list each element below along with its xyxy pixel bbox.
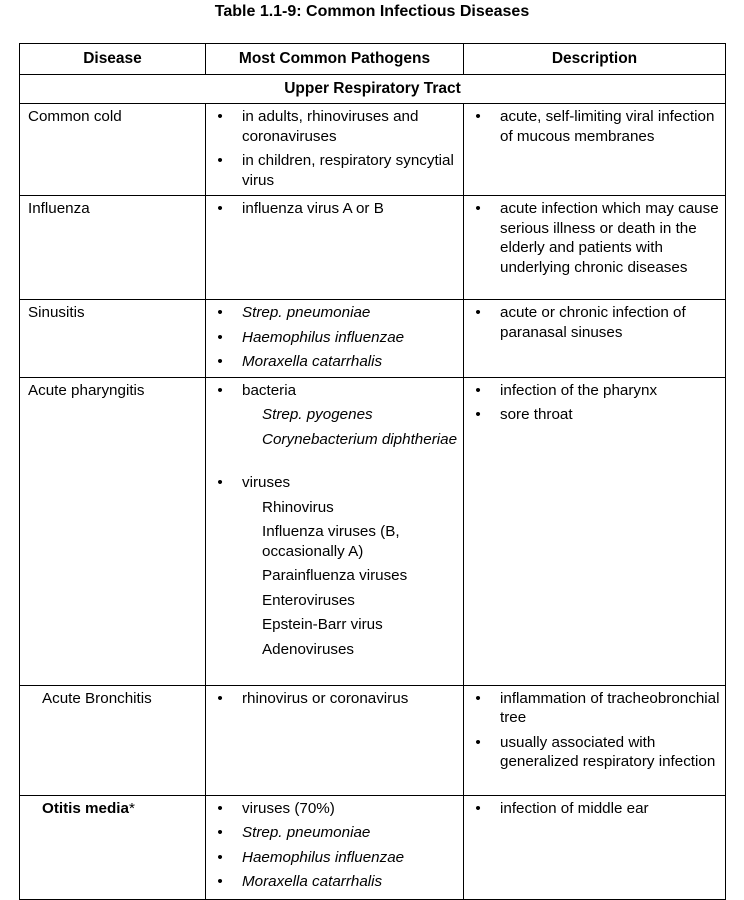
description-cell [464,795,726,899]
bullet-icon: • [217,152,223,169]
disease-cell: Influenza [20,196,206,300]
bullet-icon: • [475,689,481,707]
table-row [20,377,726,685]
bullet-icon: • [217,799,223,817]
disease-cell: Common cold [20,104,206,196]
bullet-icon: • [217,353,223,370]
bullet-icon: • [475,304,481,321]
table-row [20,795,726,899]
pathogen-subitem: Influenza viruses (B, occasionally A) [262,523,400,560]
bullet-icon: • [217,200,223,217]
pathogen-subitem: Parainfluenza viruses [262,567,408,584]
pathogen-subitem: Rhinovirus [262,498,334,516]
list-item: • acute or chronic infection of paranasal sinuses [464,303,725,342]
bullet-icon: • [217,381,223,399]
disease-cell: Acute pharyngitis [20,377,206,685]
bullet-icon: • [217,108,223,125]
header-description: Description [464,44,726,75]
description-cell [464,300,726,378]
list-item: • Haemophilus influenzae [206,328,463,348]
pathogens-cell [206,377,464,685]
pathogen-subitem: Enteroviruses [262,591,355,609]
list-item: • acute, self-limiting viral infection of mucous membranes [464,107,725,146]
list-item: • viruses (70%) [206,799,463,819]
header-pathogens: Most Common Pathogens [206,44,464,75]
pathogen-subitem: Strep. pyogenes [262,406,373,423]
description-cell [464,196,726,300]
header-row [20,44,726,75]
description-cell [464,104,726,196]
bullet-icon: • [475,406,481,423]
pathogen-subitem: Epstein-Barr virus [262,616,383,633]
list-item: • Strep. pneumoniae [206,823,463,843]
table-title: Table 1.1-9: Common Infectious Diseases [214,3,530,20]
pathogens-cell [206,300,464,378]
table-row [20,104,726,196]
pathogens-cell [206,795,464,899]
section-upper-respiratory: Upper Respiratory Tract [20,75,726,104]
list-item: • inflammation of tracheobronchial tree [464,689,725,728]
list-item: • usually associated with generalized respiratory infection [464,733,725,772]
pathogens-cell [206,104,464,196]
bullet-icon: • [217,848,223,866]
bullet-icon: • [217,474,223,491]
bullet-icon: • [475,381,481,399]
table-row [20,300,726,378]
bullet-icon: • [217,689,223,707]
list-item: • in adults, rhinoviruses and coronaviruses [206,107,463,146]
description-cell [464,377,726,685]
bullet-icon: • [475,799,481,817]
bullet-icon: • [217,304,223,321]
header-disease: Disease [20,44,206,75]
list-item: • infection of middle ear [464,799,725,819]
bullet-icon: • [475,108,481,125]
pathogen-subitem: Corynebacterium diphtheriae [262,430,458,448]
list-item: • Moraxella catarrhalis [206,352,463,372]
list-item: • Strep. pneumoniae [206,303,463,323]
list-item: • Haemophilus influenzae [206,848,463,868]
list-item: • rhinovirus or coronavirus [206,689,463,709]
pathogens-cell [206,196,464,300]
table-row [20,196,726,300]
bullet-icon: • [217,328,223,346]
bullet-icon: • [475,733,481,751]
list-item: • sore throat [464,405,725,425]
pathogen-subitem: Adenoviruses [262,640,355,658]
disease-cell: Otitis media* [20,795,206,899]
section-row [20,75,726,104]
footnote-mark: * [128,799,135,817]
list-item: • bacteria Strep. pyogenes Corynebacterium diphtheriae [206,381,463,469]
list-item: • influenza virus A or B [206,199,463,219]
list-item: • acute infection which may cause serious illness or death in the elderly and patients with underlying chronic diseases [464,199,725,277]
list-item: • in children, respiratory syncytial virus [206,151,463,190]
pathogens-cell [206,685,464,795]
bullet-icon: • [217,873,223,890]
disease-cell: Acute Bronchitis [20,685,206,795]
table-row [20,685,726,795]
disease-cell: Sinusitis [20,300,206,378]
list-item: • viruses Rhinovirus Influenza viruses (B, occasionally A) Parainfluenza viruses Enteroviruses Epstein-Barr virus Adenoviruses [206,473,463,659]
bullet-icon: • [475,200,481,217]
bullet-icon: • [217,824,223,841]
list-item: • Moraxella catarrhalis [206,872,463,892]
infectious-diseases-table [19,43,726,900]
description-cell [464,685,726,795]
list-item: • infection of the pharynx [464,381,725,401]
